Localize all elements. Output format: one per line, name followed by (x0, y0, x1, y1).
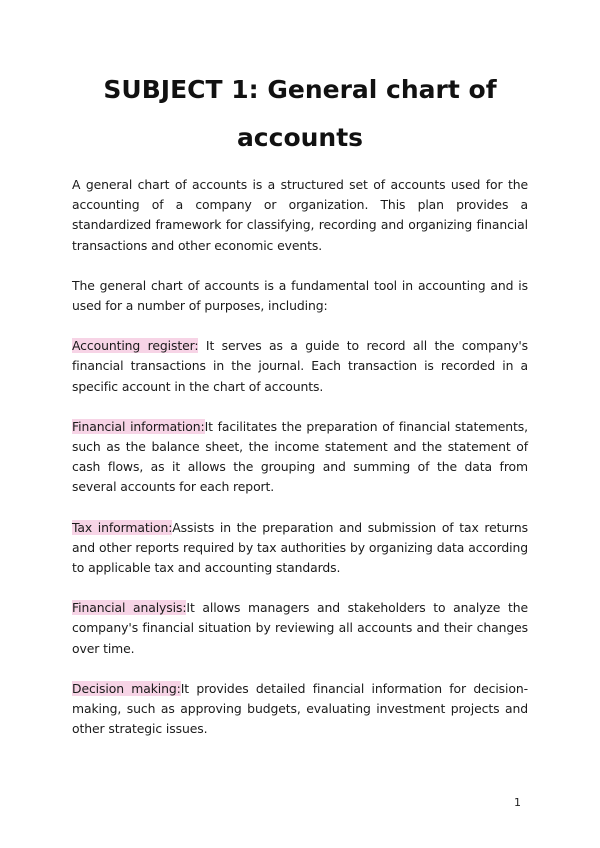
term-highlight: Financial analysis: (72, 600, 187, 616)
section-accounting-register (72, 336, 528, 397)
page-number: 1 (514, 796, 521, 809)
section-text: It facilitates the preparation of financial statements, such as the balance sheet, the income statement and the statement of cash flows, as it allows the grouping and summing of the data from several accounts for each report. (72, 418, 528, 495)
section-decision-making (72, 679, 528, 740)
section-text: It provides detailed financial information for decision-making, such as approving budgets, evaluating investment projects and other strategic issues. (72, 680, 528, 737)
term-highlight: Financial information: (72, 418, 205, 434)
purposes-paragraph: The general chart of accounts is a fundamental tool in accounting and is used for a number of purposes, including: (72, 277, 528, 314)
term-highlight: Decision making: (72, 680, 181, 696)
section-text: Assists in the preparation and submission of tax returns and other reports required by tax authorities by organizing data according to applicable tax and accounting standards. (72, 519, 529, 576)
term-highlight: Tax information: (72, 519, 173, 535)
section-text: It serves as a guide to record all the company's financial transactions in the journal. Each transaction is recorded in a specific account in the chart of accounts. (72, 338, 528, 394)
section-tax-information (72, 518, 528, 579)
term-highlight: Accounting register: (72, 338, 199, 354)
intro-paragraph: A general chart of accounts is a structured set of accounts used for the accounting of a company or organization. This plan provides a standardized framework for classifying, recording and organizing financial transactions and other economic events. (72, 177, 528, 253)
document-body (72, 175, 528, 759)
section-financial-analysis (72, 598, 528, 659)
section-financial-information (72, 417, 528, 498)
page-title: SUBJECT 1: General chart of accounts (103, 75, 497, 152)
section-text: It allows managers and stakeholders to analyze the company's financial situation by reviewing all accounts and their changes over time. (72, 600, 528, 656)
